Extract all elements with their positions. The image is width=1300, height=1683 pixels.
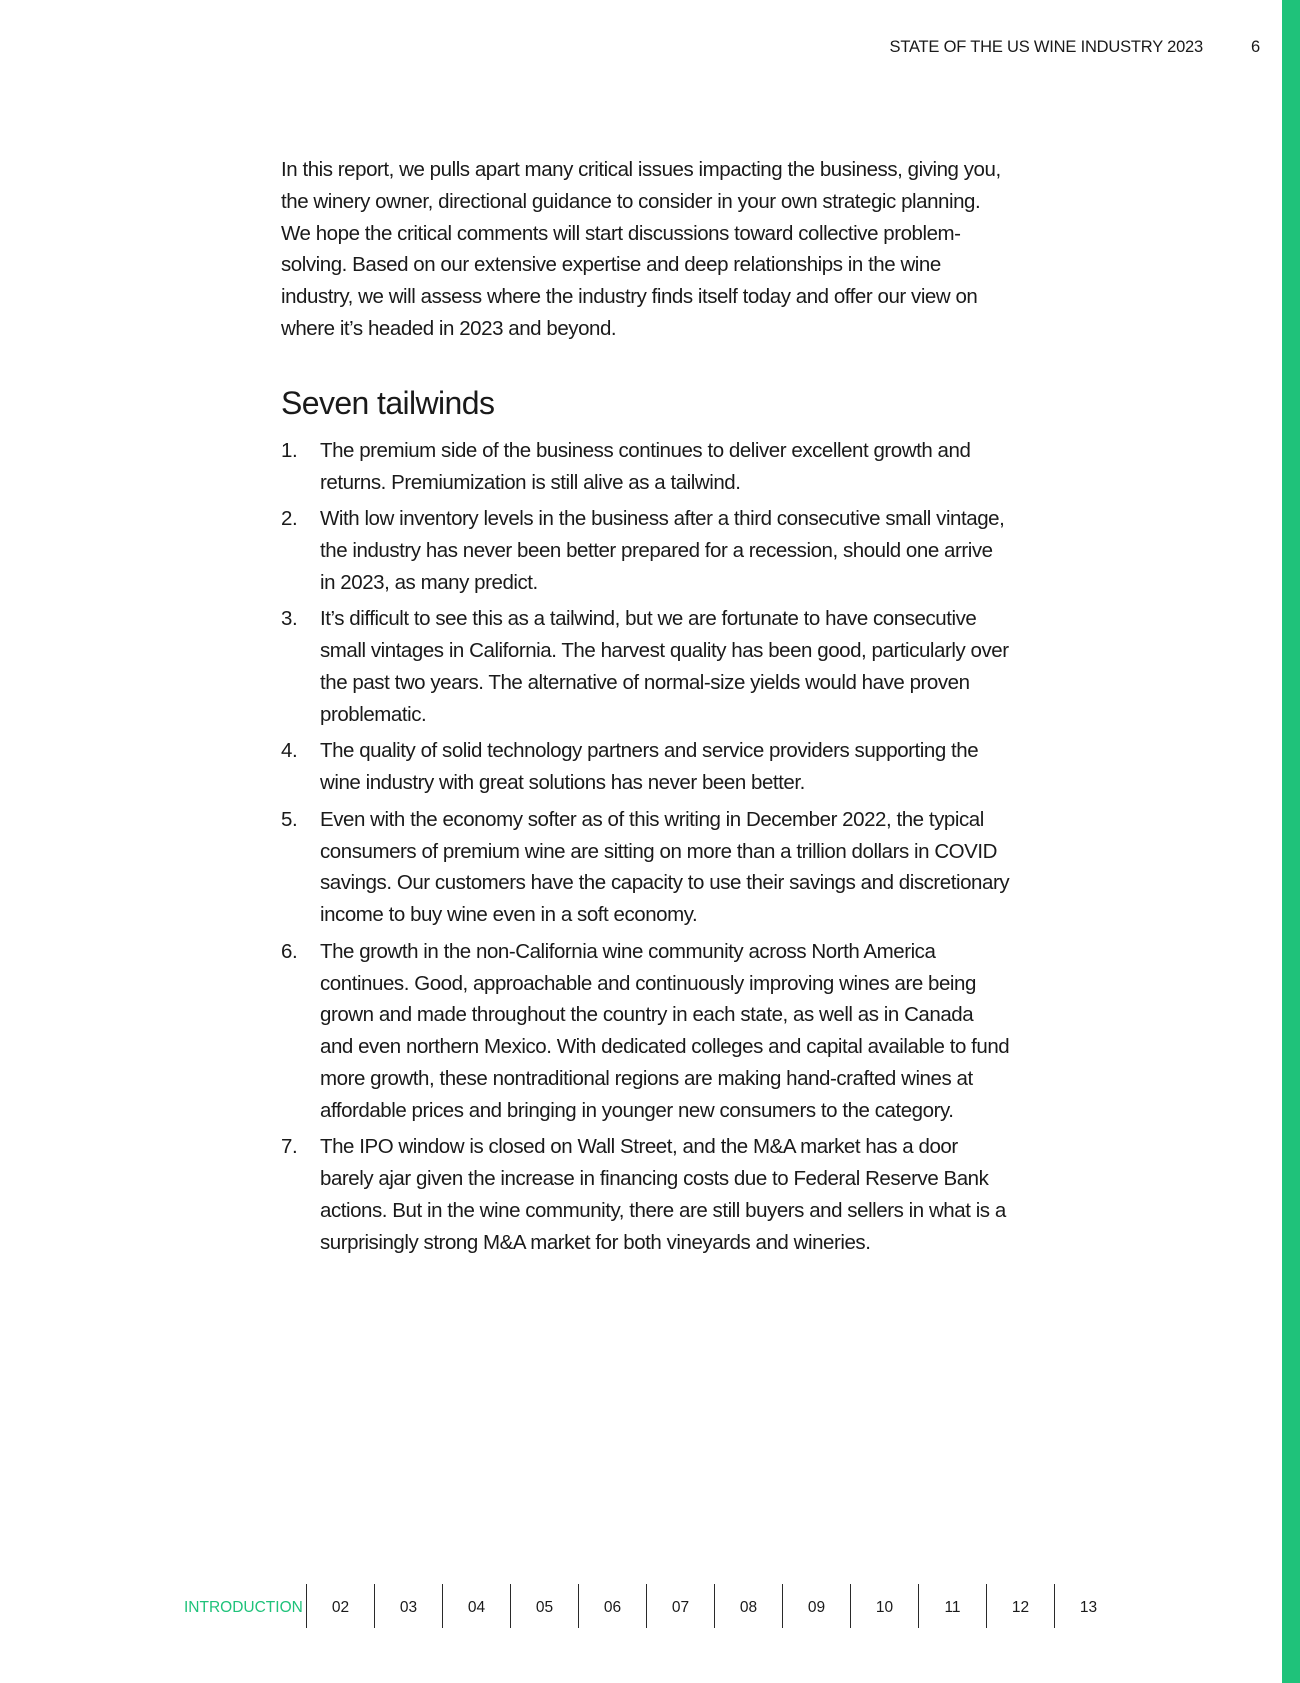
list-item bbox=[281, 603, 1011, 730]
list-item-number: 5. bbox=[281, 807, 298, 831]
nav-link-02[interactable]: 02 bbox=[306, 1584, 374, 1628]
nav-link-09[interactable]: 09 bbox=[782, 1584, 850, 1628]
nav-link-introduction[interactable]: INTRODUCTION bbox=[184, 1599, 303, 1616]
list-item-number: 1. bbox=[281, 438, 298, 462]
list-item-text: The premium side of the business continues to deliver excellent growth and returns. Premiumization is still alive as a tailwind. bbox=[320, 438, 971, 494]
list-item-text: With low inventory levels in the business after a third consecutive small vintage, the industry has never been better prepared for a recession, should one arrive in 2023, as many predict. bbox=[320, 507, 1005, 594]
footer-section-nav bbox=[170, 1584, 1122, 1628]
list-item-text: The growth in the non-California wine community across North America continues. Good, approachable and continuously improving wines are being grown and made throughout the country in each state, as well as in Canada and even northern Mexico. With dedicated colleges and capital available to fund more growth, these nontraditional regions are making hand-crafted wines at affordable prices and bringing in younger new consumers to the category. bbox=[320, 939, 1010, 1122]
list-item-number: 4. bbox=[281, 739, 298, 763]
nav-link-03[interactable]: 03 bbox=[374, 1584, 442, 1628]
nav-link-10[interactable]: 10 bbox=[850, 1584, 918, 1628]
list-item bbox=[281, 735, 1011, 799]
nav-link-05[interactable]: 05 bbox=[510, 1584, 578, 1628]
main-content bbox=[281, 154, 1011, 1263]
list-item bbox=[281, 804, 1011, 931]
list-item-number: 3. bbox=[281, 607, 298, 631]
list-item-text: The quality of solid technology partners and service providers supporting the wine industry with great solutions has never been better. bbox=[320, 739, 979, 795]
list-item-text: Even with the economy softer as of this writing in December 2022, the typical consumers of premium wine are sitting on more than a trillion dollars in COVID savings. Our customers have the capacity to use their savings and discretionary income to buy wine even in a soft economy. bbox=[320, 807, 1010, 927]
list-item bbox=[281, 435, 1011, 499]
nav-link-12[interactable]: 12 bbox=[986, 1584, 1054, 1628]
list-item bbox=[281, 936, 1011, 1127]
nav-link-07[interactable]: 07 bbox=[646, 1584, 714, 1628]
list-item-number: 7. bbox=[281, 1135, 298, 1159]
section-heading: Seven tailwinds bbox=[281, 384, 495, 421]
nav-link-08[interactable]: 08 bbox=[714, 1584, 782, 1628]
list-item-number: 6. bbox=[281, 939, 298, 963]
document-title: STATE OF THE US WINE INDUSTRY 2023 bbox=[889, 37, 1204, 56]
list-item-number: 2. bbox=[281, 507, 298, 531]
page-header bbox=[860, 36, 1260, 58]
list-item bbox=[281, 1131, 1011, 1258]
list-item bbox=[281, 503, 1011, 598]
list-item-text: The IPO window is closed on Wall Street, and the M&A market has a door barely ajar given the increase in financing costs due to Federal Reserve Bank actions. But in the wine community, there are still buyers and sellers in what is a surprisingly strong M&A market for both vineyards and wineries. bbox=[320, 1135, 1006, 1254]
tailwinds-list bbox=[281, 435, 1011, 1259]
nav-link-06[interactable]: 06 bbox=[578, 1584, 646, 1628]
intro-paragraph: In this report, we pulls apart many critical issues impacting the business, giving you, the winery owner, directional guidance to consider in your own strategic planning. We hope the critical comments will start discussions toward collective problem-solving. Based on our extensive expertise and deep relationships in the wine industry, we will assess where the industry finds itself today and offer our view on where it’s headed in 2023 and beyond. bbox=[281, 158, 1001, 340]
nav-link-04[interactable]: 04 bbox=[442, 1584, 510, 1628]
nav-link-13[interactable]: 13 bbox=[1054, 1584, 1122, 1628]
accent-side-bar bbox=[1282, 0, 1300, 1683]
page-number: 6 bbox=[1251, 37, 1260, 56]
list-item-text: It’s difficult to see this as a tailwind, but we are fortunate to have consecutive small vintages in California. The harvest quality has been good, particularly over the past two years. The alternative of normal-size yields would have proven problematic. bbox=[320, 607, 1009, 726]
nav-link-11[interactable]: 11 bbox=[918, 1584, 986, 1628]
